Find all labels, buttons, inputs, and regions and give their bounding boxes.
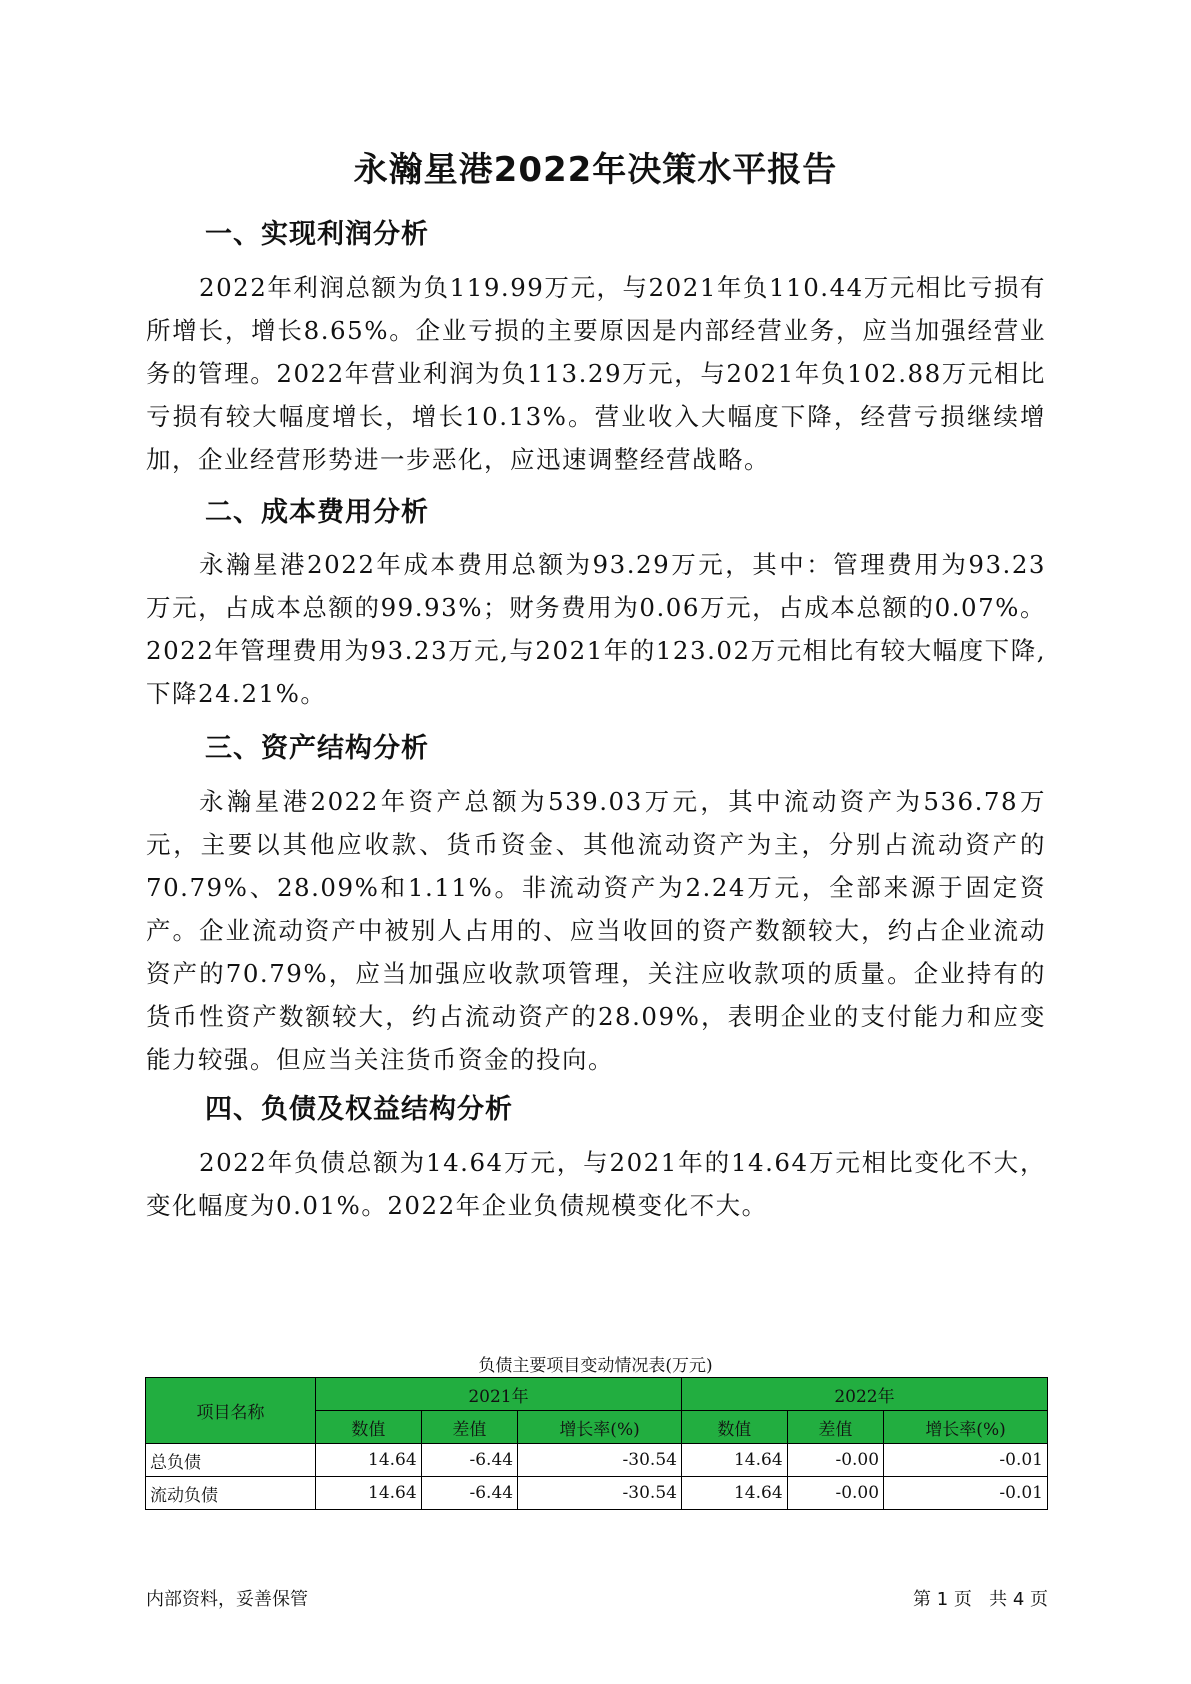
header-year-2021: 2021年 (316, 1378, 682, 1411)
paragraph-profit: 2022年利润总额为负119.99万元，与2021年负110.44万元相比亏损有所增长，增长8.65%。企业亏损的主要原因是内部经营业务，应当加强经营业务的管理。2022年营业利润为负113.29万元，与2021年负102.88万元相比亏损有较大幅度增长，增长10.13%。营业收入大幅度下降，经营亏损继续增加，企业经营形势进一步恶化，应迅速调整经营战略。 (146, 273, 1046, 474)
header-growth-2022: 增长率(%) (884, 1411, 1048, 1444)
header-value-2022: 数值 (681, 1411, 787, 1444)
cell-value: 14.64 (681, 1444, 787, 1477)
section-heading-liabilities: 四、负债及权益结构分析 (205, 1094, 513, 1125)
cell-diff: -0.00 (787, 1444, 883, 1477)
cell-diff: -6.44 (421, 1477, 517, 1510)
row-name: 流动负债 (146, 1477, 316, 1510)
liabilities-table (145, 1377, 1048, 1510)
cell-growth: -0.01 (884, 1477, 1048, 1510)
header-growth-2021: 增长率(%) (518, 1411, 682, 1444)
cell-growth: -0.01 (884, 1444, 1048, 1477)
cell-diff: -0.00 (787, 1477, 883, 1510)
footer-page-number: 第 1 页 共 4 页 (913, 1589, 1048, 1610)
paragraph-liabilities: 2022年负债总额为14.64万元，与2021年的14.64万元相比变化不大，变化幅度为0.01%。2022年企业负债规模变化不大。 (146, 1148, 1046, 1220)
paragraph-assets: 永瀚星港2022年资产总额为539.03万元，其中流动资产为536.78万元，主要以其他应收款、货币资金、其他流动资产为主，分别占流动资产的70.79%、28.09%和1.11%。非流动资产为2.24万元，全部来源于固定资产。企业流动资产中被别人占用的、应当收回的资产数额较大，约占企业流动资产的70.79%，应当加强应收款项管理，关注应收款项的质量。企业持有的货币性资产数额较大，约占流动资产的28.09%，表明企业的支付能力和应变能力较强。但应当关注货币资金的投向。 (146, 787, 1046, 1074)
table-row (146, 1477, 1048, 1510)
header-year-2022: 2022年 (681, 1378, 1047, 1411)
table-caption: 负债主要项目变动情况表(万元) (478, 1356, 713, 1376)
cell-value: 14.64 (316, 1444, 422, 1477)
cell-growth: -30.54 (518, 1477, 682, 1510)
footer-confidential-note: 内部资料，妥善保管 (146, 1589, 308, 1610)
section-heading-cost: 二、成本费用分析 (205, 497, 429, 528)
header-diff-2021: 差值 (421, 1411, 517, 1444)
header-value-2021: 数值 (316, 1411, 422, 1444)
table-header-row (146, 1378, 1048, 1411)
cell-diff: -6.44 (421, 1444, 517, 1477)
table-row (146, 1444, 1048, 1477)
cell-value: 14.64 (681, 1477, 787, 1510)
header-item-name: 项目名称 (146, 1378, 316, 1444)
section-heading-profit: 一、实现利润分析 (205, 219, 429, 250)
paragraph-cost: 永瀚星港2022年成本费用总额为93.29万元，其中：管理费用为93.23万元，占成本总额的99.93%；财务费用为0.06万元，占成本总额的0.07%。2022年管理费用为93.23万元,与2021年的123.02万元相比有较大幅度下降,下降24.21%。 (146, 550, 1046, 708)
cell-growth: -30.54 (518, 1444, 682, 1477)
row-name: 总负债 (146, 1444, 316, 1477)
cell-value: 14.64 (316, 1477, 422, 1510)
page-title: 永瀚星港2022年决策水平报告 (353, 150, 838, 190)
header-diff-2022: 差值 (787, 1411, 883, 1444)
section-heading-assets: 三、资产结构分析 (205, 733, 429, 764)
